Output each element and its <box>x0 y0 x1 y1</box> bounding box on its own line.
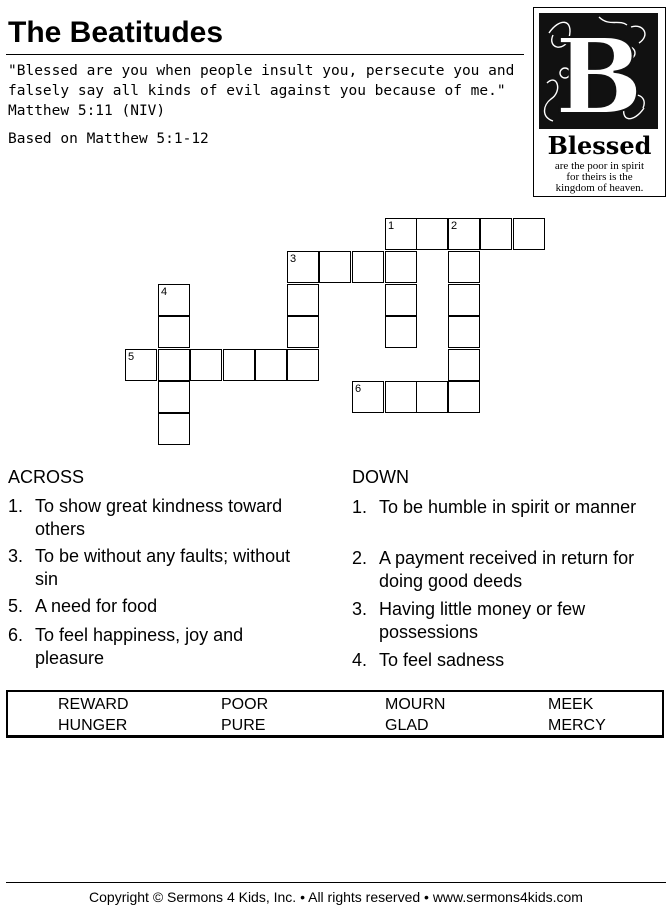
across-clue: 1. To show great kindness toward others <box>8 496 283 539</box>
crossword-cell[interactable] <box>448 284 480 316</box>
word-bank-item: HUNGER <box>58 717 128 734</box>
svg-text:B: B <box>555 15 643 129</box>
crossword-cell[interactable] <box>385 381 417 413</box>
clue-number: 6 <box>355 383 362 395</box>
crossword-cell[interactable] <box>190 349 222 381</box>
clue-number: 2 <box>451 220 458 232</box>
crossword-cell[interactable] <box>385 251 417 283</box>
crossword-cell[interactable] <box>352 251 384 283</box>
crossword-cell[interactable] <box>448 251 480 283</box>
down-clue: 1. To be humble in spirit or manner <box>352 497 637 517</box>
crossword-cell[interactable] <box>448 349 480 381</box>
scripture-quote: "Blessed are you when people insult you, persecute you and falsely say all kinds of evil against you because of me." Matthew 5:11 (NIV) <box>8 63 515 119</box>
crossword-cell[interactable] <box>223 349 255 381</box>
crossword-cell[interactable] <box>158 349 190 381</box>
clue-number: 5 <box>128 351 135 363</box>
scripture-reference: Based on Matthew 5:1-12 <box>8 131 209 147</box>
crossword-cell[interactable] <box>480 218 512 250</box>
word-bank-item: MOURN <box>385 696 446 713</box>
logo-word: Blessed <box>547 131 652 160</box>
down-clue: 4. To feel sadness <box>352 650 505 670</box>
crossword-cell[interactable] <box>448 218 480 250</box>
down-clue: 2. A payment received in return for doing good deeds <box>352 548 635 591</box>
crossword-cell[interactable] <box>158 381 190 413</box>
down-heading: DOWN <box>352 467 409 487</box>
word-bank-item: MEEK <box>548 696 594 713</box>
footer-divider <box>6 882 666 883</box>
crossword-cell[interactable] <box>158 413 190 445</box>
crossword-cell[interactable] <box>448 316 480 348</box>
clue-number: 4 <box>161 286 168 298</box>
crossword-cell[interactable] <box>287 349 319 381</box>
clue-number: 3 <box>290 253 297 265</box>
crossword-cell[interactable] <box>385 218 417 250</box>
crossword-cell[interactable] <box>385 284 417 316</box>
crossword-cell[interactable] <box>287 251 319 283</box>
crossword-cell[interactable] <box>416 218 448 250</box>
crossword-cell[interactable] <box>513 218 545 250</box>
crossword-cell[interactable] <box>416 381 448 413</box>
crossword-cell[interactable] <box>287 316 319 348</box>
across-clue: 3. To be without any faults; without sin <box>8 546 291 589</box>
logo-subtitle: are the poor in spirit for theirs is the kingdom of heaven. <box>554 160 645 194</box>
word-bank-item: PURE <box>221 717 266 734</box>
crossword-cell[interactable] <box>287 284 319 316</box>
crossword-cell[interactable] <box>158 284 190 316</box>
crossword-cell[interactable] <box>352 381 384 413</box>
across-clue: 6. To feel happiness, joy and pleasure <box>8 625 244 668</box>
crossword-cell[interactable] <box>385 316 417 348</box>
crossword-cell[interactable] <box>319 251 351 283</box>
across-clue: 5. A need for food <box>8 596 158 616</box>
crossword-cell[interactable] <box>255 349 287 381</box>
word-bank-item: POOR <box>221 696 269 713</box>
page-title: The Beatitudes <box>8 16 224 49</box>
word-bank-item: REWARD <box>58 696 129 713</box>
crossword-cell[interactable] <box>158 316 190 348</box>
clue-number: 1 <box>388 220 395 232</box>
across-heading: ACROSS <box>8 467 85 487</box>
down-clue: 3. Having little money or few possessions <box>352 599 586 642</box>
copyright-footer: Copyright © Sermons 4 Kids, Inc. • All rights reserved • www.sermons4kids.com <box>89 889 583 905</box>
crossword-cell[interactable] <box>448 381 480 413</box>
word-bank <box>6 690 664 738</box>
word-bank-item: MERCY <box>548 717 606 734</box>
word-bank-item: GLAD <box>385 717 429 734</box>
crossword-cell[interactable] <box>125 349 157 381</box>
